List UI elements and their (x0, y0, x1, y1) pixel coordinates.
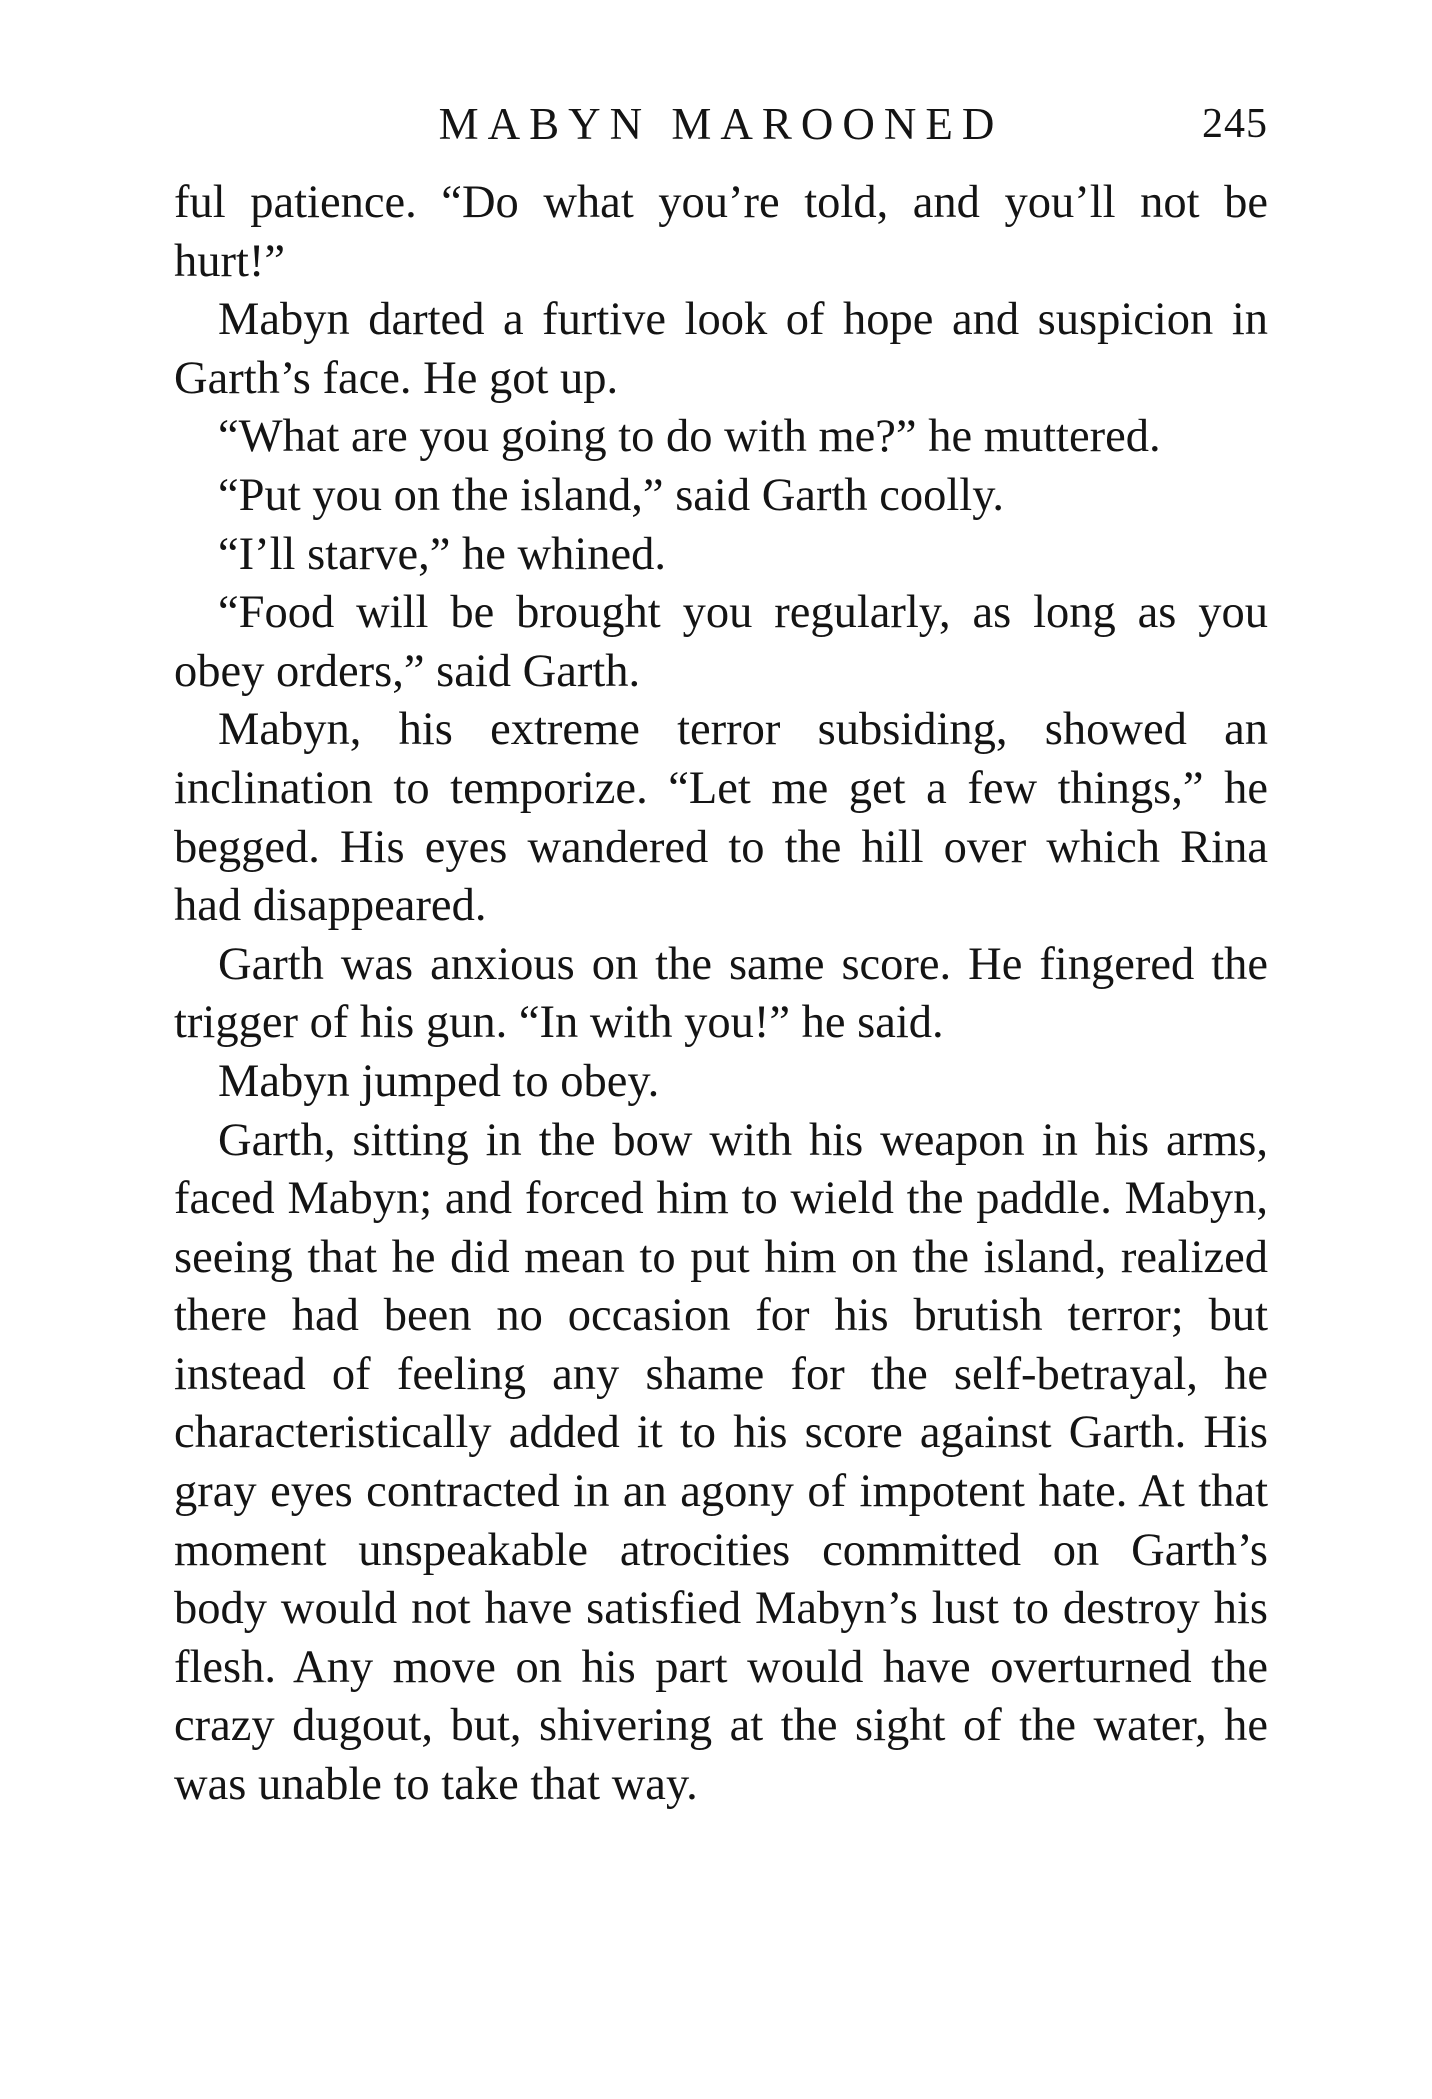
body-text (174, 174, 1268, 1815)
paragraph-continuation: ful patience. “Do what you’re told, and you’ll not be hurt!” (174, 177, 1268, 287)
paragraph: “I’ll starve,” he whined. (218, 528, 667, 580)
running-title: MABYN MAROONED (438, 99, 1004, 149)
paragraph: Mabyn darted a furtive look of hope and suspicion in Garth’s face. He got up. (174, 294, 1268, 404)
paragraph: “What are you going to do with me?” he muttered. (218, 411, 1161, 463)
page-number: 245 (1202, 101, 1268, 147)
paragraph: Mabyn, his extreme terror subsiding, showed an inclination to temporize. “Let me get a few things,” he begged. His eyes wandered to the hill over which Rina had disappeared. (174, 704, 1268, 932)
page-header (174, 92, 1268, 156)
paragraph: Garth, sitting in the bow with his weapon in his arms, faced Mabyn; and forced him to wield the paddle. Mabyn, seeing that he did mean to put him on the island, realized there had been no occasion for his brutish terror; but instead of feeling any shame for the self-betrayal, he characteristically added it to his score against Garth. His gray eyes contracted in an agony of impotent hate. At that moment unspeakable atrocities committed on Garth’s body would not have satisfied Mabyn’s lust to destroy his flesh. Any move on his part would have overturned the crazy dugout, but, shivering at the sight of the water, he was unable to take that way. (174, 1114, 1268, 1811)
paragraph: “Put you on the island,” said Garth coolly. (218, 469, 1005, 521)
paragraph: “Food will be brought you regularly, as long as you obey orders,” said Garth. (174, 587, 1268, 697)
paragraph: Mabyn jumped to obey. (218, 1055, 660, 1107)
paragraph: Garth was anxious on the same score. He fingered the trigger of his gun. “In with you!” he said. (174, 938, 1268, 1049)
